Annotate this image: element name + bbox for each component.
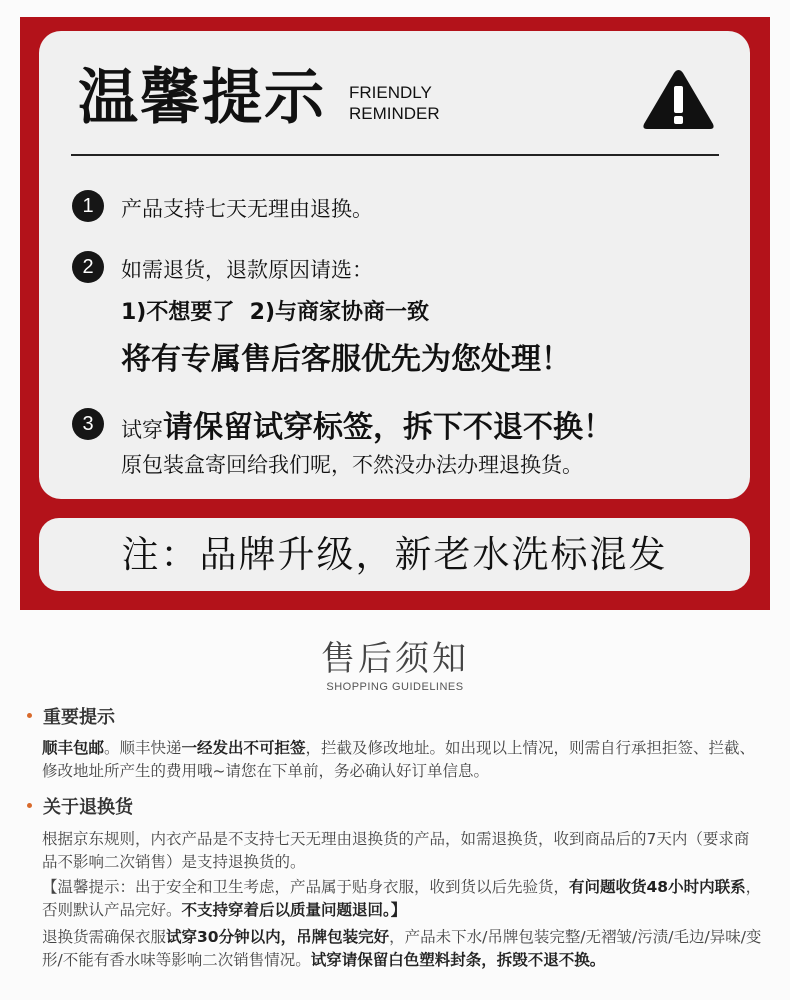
s2p3-bold-1: 试穿30分钟以内，吊牌包装完好 [166,928,390,946]
reminder-title: 温馨提示 [78,63,326,133]
title-en-line2: REMINDER [349,104,440,123]
s2p2-text-2: ，否则默认产品完好。 [42,878,762,919]
item-3-note: 原包装盒寄回给我们呢，不然没办法办理退换货。 [121,453,583,477]
item-number-1: 1 [72,190,104,222]
guidelines-subtitle: SHOPPING GUIDELINES [326,681,464,693]
item-2-options: 1)不想要了 2)与商家协商一致 [121,300,430,325]
title-divider [71,154,719,156]
s2p2-text-1: 【温馨提示：出于安全和卫生考虑，产品属于贴身衣服，收到货以后先验货， [42,878,570,896]
section-returns-p3 [42,926,762,971]
item-3-bold: 请保留试穿标签，拆下不退不换！ [163,410,613,445]
s1-text-2: ，拦截及修改地址。如出现以上情况，则需自行承担拒签、拦截、修改地址所产生的费用哦~请您在下单前，务必确认好订单信息。 [42,739,756,780]
notice-text: 注：品牌升级，新老水洗标混发 [121,533,668,576]
item-2-text: 如需退货，退款原因请选： [121,258,373,282]
title-en-line1: FRIENDLY [349,83,432,102]
s2p3-text-1: 退换货需确保衣服 [42,928,167,946]
section-returns-p2 [42,876,762,921]
s2p2-bold-2: 不支持穿着后以质量问题退回。】 [181,900,407,919]
section-returns-p1: 根据京东规则，内衣产品是不支持七天无理由退换货的产品，如需退换货，收到商品后的7天内（要求商品不影响二次销售）是支持退换货的。 [42,830,750,871]
s1-bold-1: 顺丰包邮 [42,739,105,757]
item-2-service: 将有专属售后客服优先为您处理！ [121,342,571,377]
item-1-text: 产品支持七天无理由退换。 [121,197,373,221]
section-important-text [42,737,762,782]
warning-triangle-icon [641,66,716,133]
item-number-3: 3 [72,408,104,440]
section-important-head: 重要提示 [43,707,115,728]
s2p2-bold-1: 有问题收货48小时内联系 [569,878,746,896]
notice-card [39,518,750,591]
bullet-dot-icon [27,803,32,808]
s2p3-bold-2: 试穿请保留白色塑料封条，拆毁不退不换。 [310,950,606,969]
item-3-prefix: 试穿 [121,418,163,442]
bullet-dot-icon [27,713,32,718]
item-3-line [121,402,613,446]
reminder-title-en [349,82,440,124]
guidelines-title: 售后须知 [321,639,469,679]
s2p3-text-2: ，产品未下水/吊牌包装完整/无褶皱/污渍/毛边/异味/变形/不能有香水味等影响二次销售情况。 [42,928,762,969]
item-number-2: 2 [72,251,104,283]
s1-bold-2: 一经发出不可拒签 [181,739,306,757]
section-returns-head: 关于退换货 [43,797,133,818]
s1-text-1: 。顺丰快递 [104,739,182,757]
